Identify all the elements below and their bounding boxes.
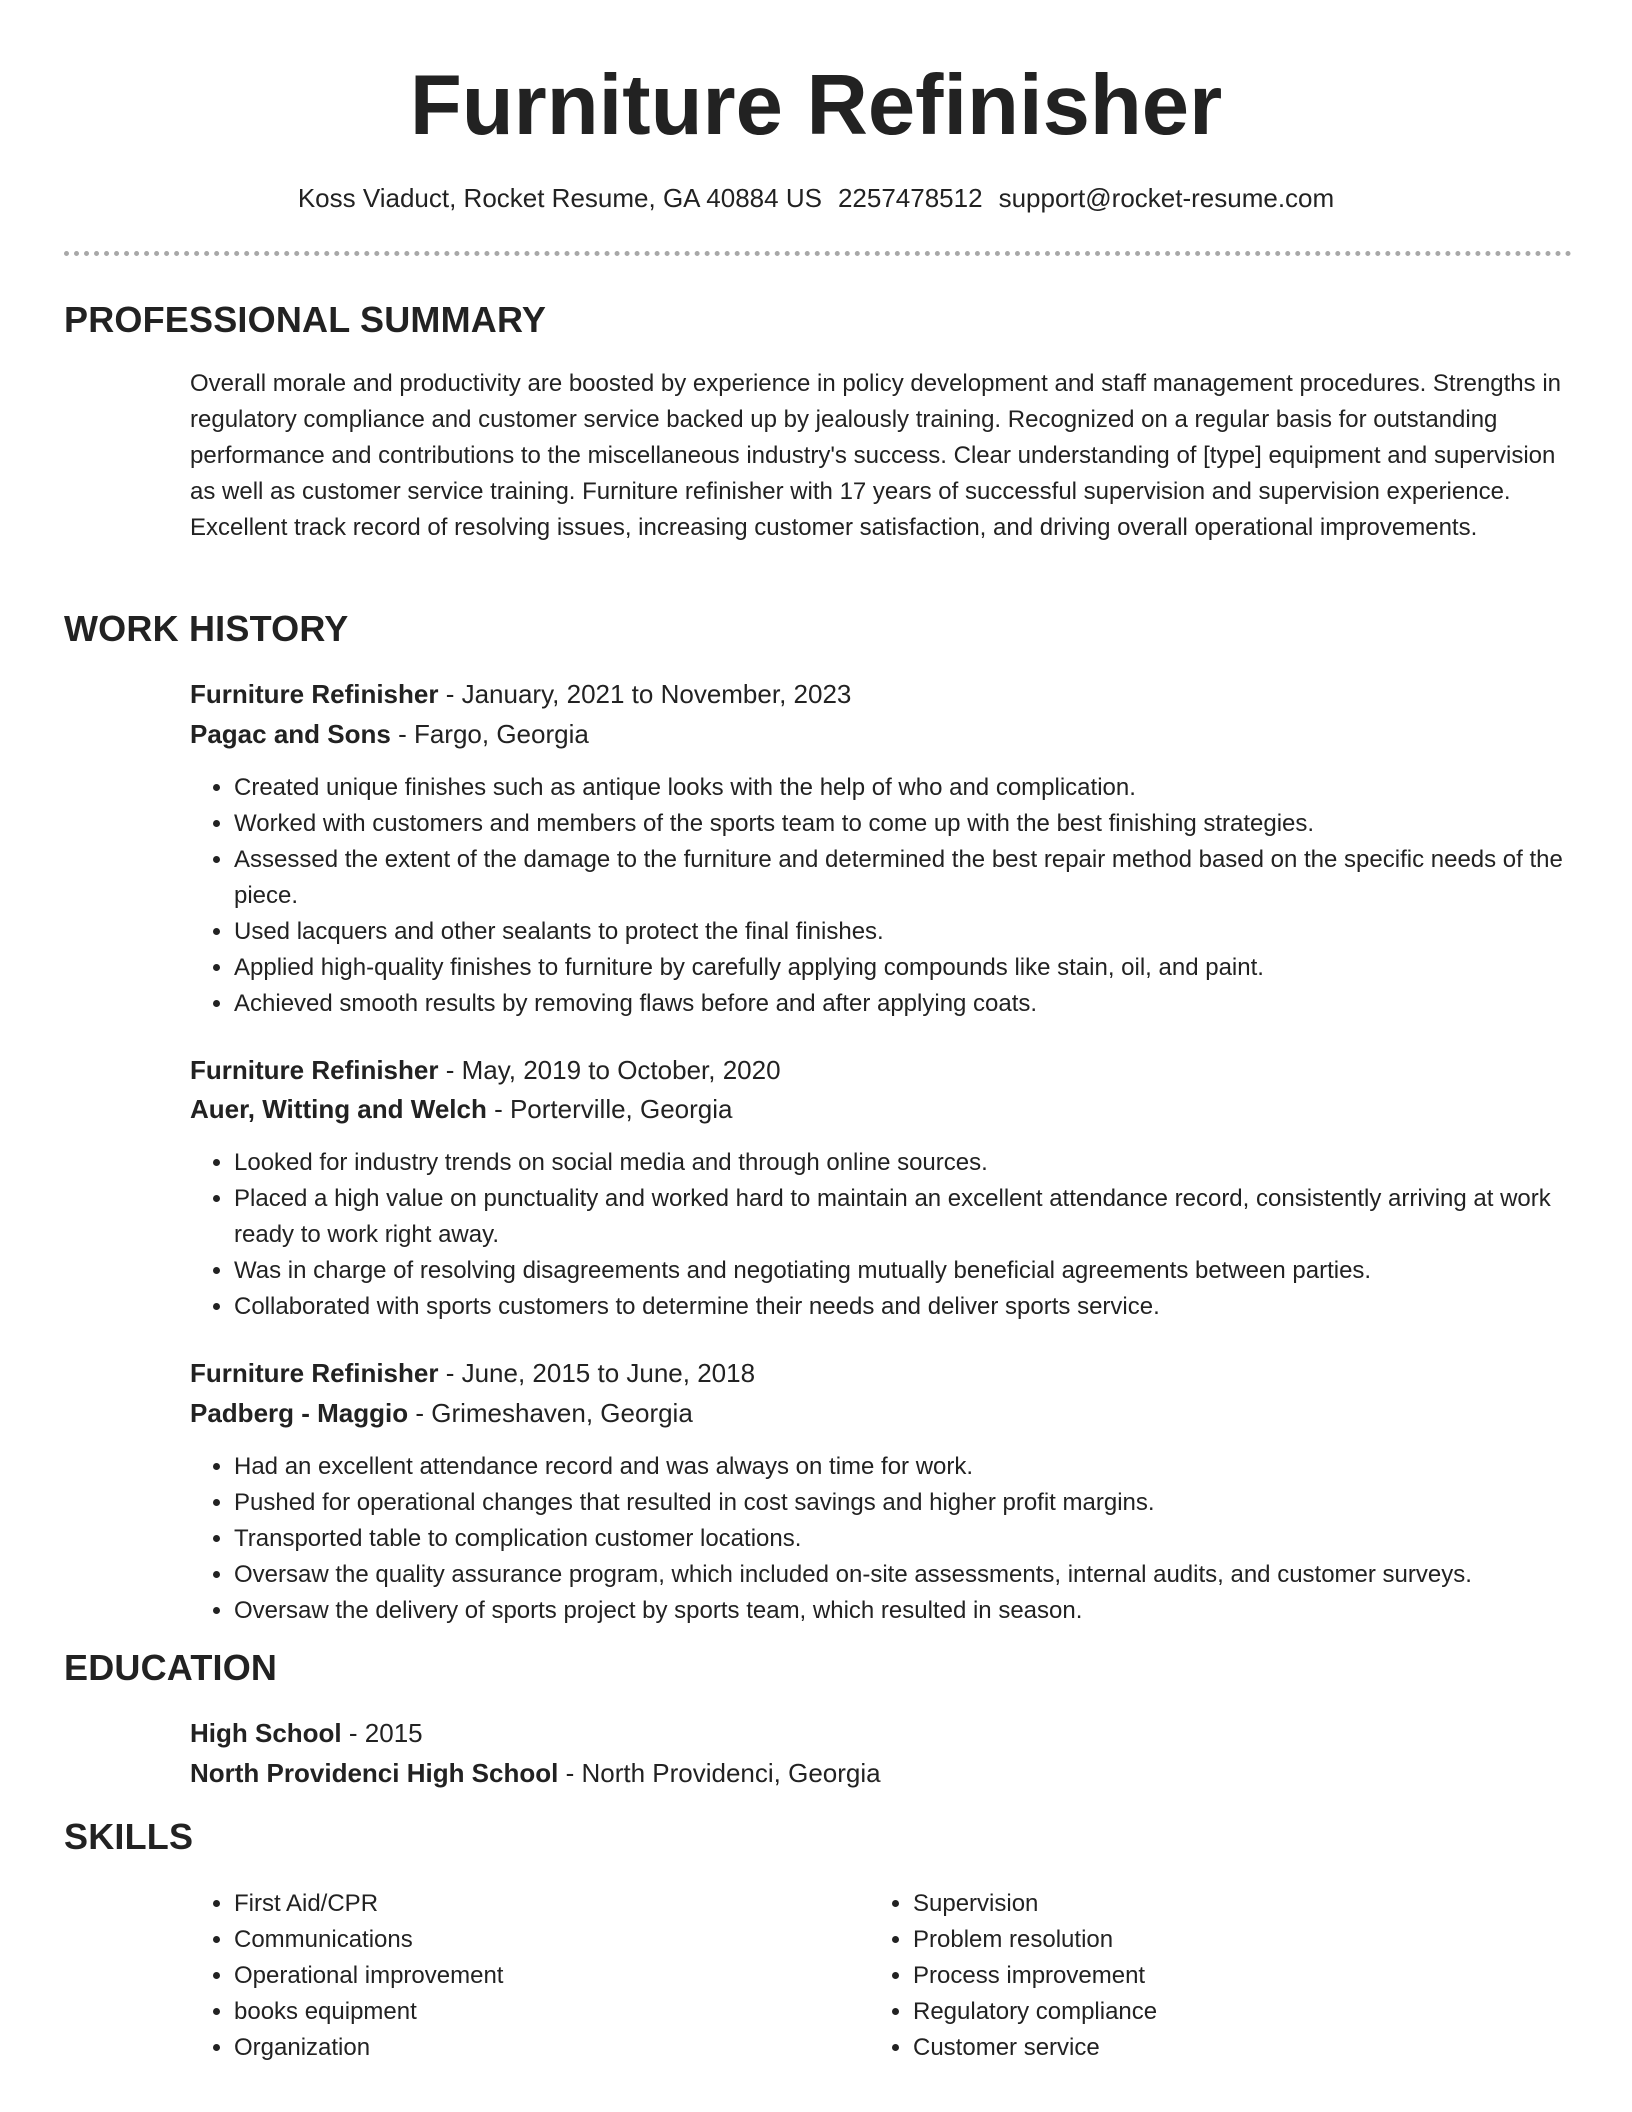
skill-item: • Operational improvement [234,1958,810,1994]
job-duties-list [190,1449,1570,1629]
education-year: - 2015 [341,1718,423,1748]
job-location: - Grimeshaven, Georgia [408,1398,693,1428]
skills-list-right [869,1886,1489,2066]
job-title-line [190,677,851,711]
list-item: • Transported table to complication customer locations. [234,1521,1570,1557]
list-item: • Oversaw the delivery of sports project by sports team, which resulted in season. [234,1593,1570,1629]
contact-info [0,180,1632,216]
list-item: • Created unique finishes such as antique looks with the help of who and complication. [234,770,1570,806]
job-duties-list [190,770,1570,1022]
list-item: • Applied high-quality finishes to furniture by carefully applying compounds like stain, oil, and paint. [234,950,1570,986]
list-item: • Assessed the extent of the damage to the furniture and determined the best repair method based on the specific needs of the piece. [234,842,1570,914]
job-location: - Porterville, Georgia [486,1094,733,1124]
education-school: North Providenci High School [190,1758,559,1788]
header-divider [64,251,1572,256]
list-item: • Was in charge of resolving disagreements and negotiating mutually beneficial agreements between parties. [234,1253,1570,1289]
list-item: • Achieved smooth results by removing flaws before and after applying coats. [234,986,1570,1022]
job-role: Furniture Refinisher [190,1055,439,1085]
contact-phone: 2257478512 [837,183,983,213]
contact-address: Koss Viaduct, Rocket Resume, GA 40884 US [297,183,822,213]
job-role: Furniture Refinisher [190,1358,439,1388]
skill-item: • books equipment [234,1994,810,2030]
job-title-line [190,1356,755,1390]
work-history-heading: WORK HISTORY [64,608,349,649]
education-heading: EDUCATION [64,1647,278,1688]
job-company-line [190,1092,733,1126]
job-role: Furniture Refinisher [190,679,439,709]
job-company: Padberg - Maggio [190,1398,409,1428]
list-item: • Pushed for operational changes that resulted in cost savings and higher profit margins. [234,1485,1570,1521]
skill-item: • Process improvement [913,1958,1489,1994]
job-company: Auer, Witting and Welch [190,1094,487,1124]
job-location: - Fargo, Georgia [390,719,589,749]
list-item: • Collaborated with sports customers to determine their needs and deliver sports service. [234,1289,1570,1325]
skills-list-left [190,1886,810,2066]
job-company-line [190,1396,693,1430]
skill-item: • Problem resolution [913,1922,1489,1958]
list-item: • Had an excellent attendance record and was always on time for work. [234,1449,1570,1485]
list-item: • Oversaw the quality assurance program, which included on-site assessments, internal audits, and customer surveys. [234,1557,1570,1593]
list-item: • Looked for industry trends on social media and through online sources. [234,1145,1570,1181]
job-company-line [190,717,589,751]
job-dates: - May, 2019 to October, 2020 [438,1055,781,1085]
education-degree: High School [190,1718,342,1748]
list-item: • Placed a high value on punctuality and worked hard to maintain an excellent attendance record, consistently arriving at work ready to work right away. [234,1181,1570,1253]
summary-text: Overall morale and productivity are boosted by experience in policy development and staff management procedures. Strengths in regulatory compliance and customer service backed up by jealously training. Recognized on a regular basis for outstanding performance and contributions to the miscellaneous industry's success. Clear understanding of [type] equipment and supervision as well as customer service training. Furniture refinisher with 17 years of successful supervision and supervision experience. Excellent track record of resolving issues, increasing customer satisfaction, and driving overall operational improvements. [190,370,1561,541]
job-duties-list [190,1145,1570,1325]
education-degree-line [190,1716,423,1750]
contact-email: support@rocket-resume.com [998,183,1335,213]
list-item: • Worked with customers and members of the sports team to come up with the best finishing strategies. [234,806,1570,842]
job-company: Pagac and Sons [190,719,391,749]
job-dates: - June, 2015 to June, 2018 [438,1358,756,1388]
education-school-line [190,1756,881,1790]
list-item: • Used lacquers and other sealants to protect the final finishes. [234,914,1570,950]
skill-item: • Supervision [913,1886,1489,1922]
skills-heading: SKILLS [64,1816,194,1857]
skill-item: • First Aid/CPR [234,1886,810,1922]
skill-item: • Organization [234,2030,810,2066]
job-title-line [190,1053,781,1087]
skill-item: • Regulatory compliance [913,1994,1489,2030]
education-location: - North Providenci, Georgia [558,1758,881,1788]
job-dates: - January, 2021 to November, 2023 [438,679,852,709]
skill-item: • Communications [234,1922,810,1958]
candidate-name: Furniture Refinisher [409,58,1223,153]
skill-item: • Customer service [913,2030,1489,2066]
summary-heading: PROFESSIONAL SUMMARY [64,299,547,340]
